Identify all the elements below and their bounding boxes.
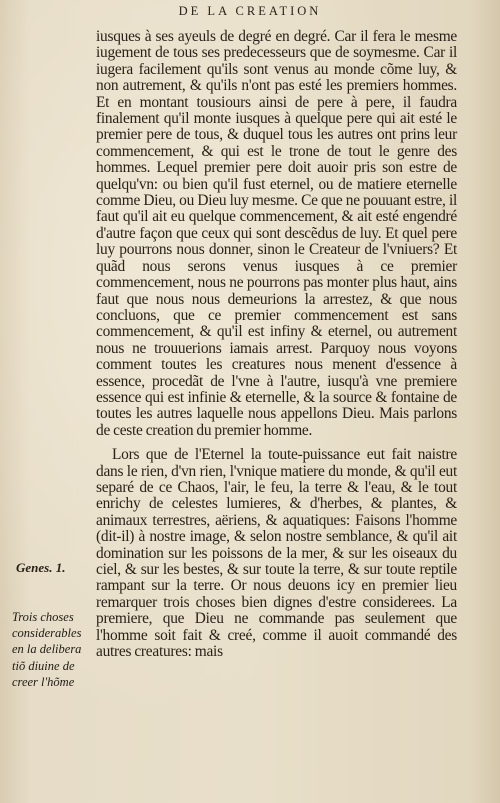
margin-note-line: en la delibera [12, 642, 82, 657]
margin-note-line: Trois choses [12, 610, 74, 624]
margin-note [12, 609, 92, 690]
main-text-block [96, 29, 457, 660]
paragraph-1: iusques à ses ayeuls de degré en degré. Car il fera le mesme iugement de tous ses predecesseurs que de soymesme. Car il iugera facilement qu'ils sont venus au monde cõme luy, & non autrement, & qu'ils n'ont pas esté les premiers hommes. Et en montant tousiours ainsi de pere à pere, il faudra finalement qu'il monte iusques à quelque pere qui ait esté le premier pere de tous, & duquel tous les autres ont prins leur commencement, & qui est le trone de tout le genre des hommes. Lequel premier pere doit auoir pris son estre de quelqu'vn: ou bien qu'il fust eternel, ou de matiere eternelle comme Dieu, ou Dieu luy mesme. Ce que ne pouuant estre, il faut qu'il ait eu quelque commencement, & ait esté engendré d'autre façon que ceux qui sont descẽdus de luy. Et quel pere luy pourrons nous donner, sinon le Createur de l'vniuers? Et quãd nous serons venus iusques à ce premier commencement, nous ne pourrons pas monter plus haut, ains faut que nous nous demeurions la arrestez, & que nous concluons, que ce premier commencement est sans commencement, & qu'il est infiny & eternel, ou autrement nous ne trouuerions iamais arrest. Parquoy nous voyons comment toutes les creatures nous menent d'essence à essence, procedãt de l'vne à l'autre, iusqu'à vne premiere essence qui est infinie & eternelle, & la source & fontaine de toutes les autres laquelle nous appellons Dieu. Mais parlons de ceste creation du premier homme. [96, 28, 457, 439]
running-title: DE LA CREATION [178, 4, 322, 18]
margin-note-line: considerables [12, 626, 82, 641]
margin-note-line: creer l'hõme [12, 674, 75, 689]
paragraph-2: Lors que de l'Eternel la toute-puissance eut fait naistre dans le rien, d'vn rien, l'vnique matiere du monde, & qu'il eut separé de ce Chaos, l'air, le feu, la terre & l'eau, & le tout enrichy de celestes lumieres, & d'herbes, & plantes, & animaux terrestres, aëriens, & aquatiques: Faisons l'homme (dit-il) à nostre image, & selon nostre semblance, & qu'il ait domination sur les poissons de la mer, & sur les oiseaux du ciel, & sur les bestes, & sur toute la terre, & sur toute reptile rampant sur la terre. Or nous deuons icy en premier lieu remarquer trois choses bien dignes d'estre considerees. La premiere, que Dieu ne commande pas seulement que l'homme soit fait & creé, comme il auoit commandé des autres creatures: mais [96, 446, 457, 661]
margin-note-line: tiõ diuine de [12, 658, 75, 673]
margin-reference-genesis: Genes. 1. [16, 560, 66, 575]
